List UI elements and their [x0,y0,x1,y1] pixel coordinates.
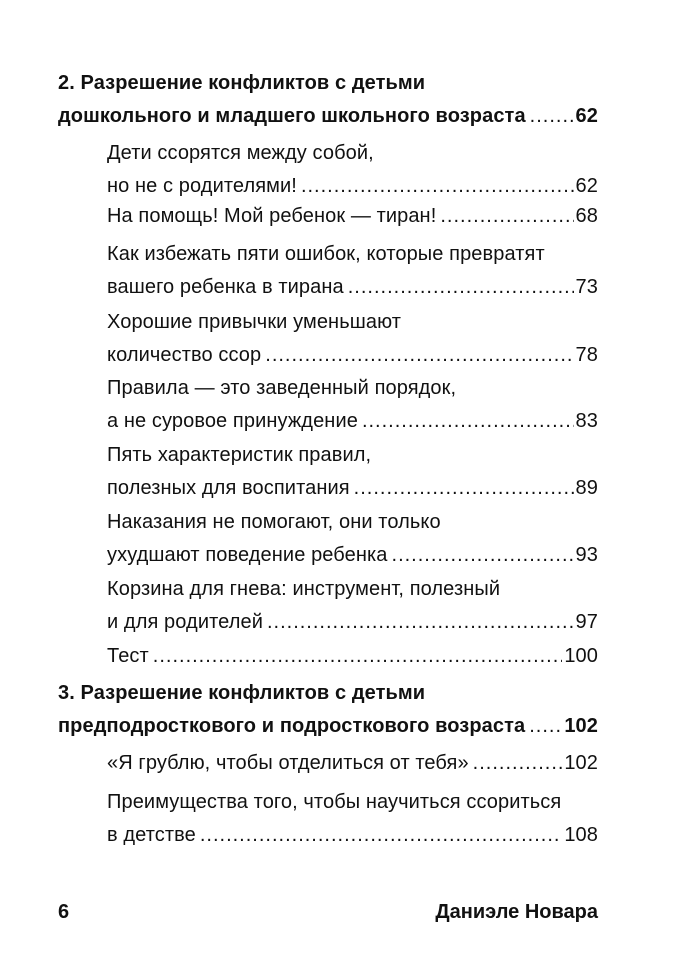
toc-entry-leader-line [58,710,598,743]
toc-page-number: 68 [575,205,598,227]
toc-entry-title-line: Дети ссорятся между собой, [107,142,374,164]
toc-entry-title-end: дошкольного и младшего школьного возраста [58,105,526,127]
toc-entry-title-line: Правила — это заведенный порядок, [107,377,457,399]
toc-entry[interactable] [107,200,598,233]
toc-entry-title-line: Хорошие привычки уменьшают [107,311,402,333]
toc-entry-title-end: вашего ребенка в тирана [107,276,344,298]
toc-entry-title-end: ухудшают поведение ребенка [107,544,388,566]
toc-page-number: 78 [575,344,598,366]
toc-page-number: 62 [575,105,598,127]
toc-entry[interactable] [107,506,598,572]
toc-entry-title-end: Тест [107,645,149,667]
toc-page-number: 97 [575,611,598,633]
toc-page-number: 62 [575,175,598,197]
toc-entry[interactable] [107,306,598,372]
toc-page-number: 102 [564,715,598,737]
toc-entry-title-line: Корзина для гнева: инструмент, полезный [107,578,501,600]
dot-leader [530,100,574,133]
toc-entry-title-end: и для родителей [107,611,263,633]
toc-page-number: 83 [575,410,598,432]
toc-entry[interactable] [107,747,598,780]
toc-entry[interactable] [107,372,598,438]
toc-entry-leader-line [107,271,598,304]
toc-page-number: 89 [575,477,598,499]
toc-entry-title-end: предподросткового и подросткового возраста [58,715,526,737]
dot-leader [267,606,574,639]
dot-leader [440,200,573,233]
dot-leader [362,405,574,438]
toc-chapter-2[interactable] [58,67,598,133]
running-footer-author: Даниэле Новара [435,901,598,923]
toc-entry-leader-line [107,200,598,233]
toc-entry-title-end: а не суровое принуждение [107,410,358,432]
dot-leader [153,640,563,673]
dot-leader [354,472,574,505]
toc-page-number: 102 [564,752,598,774]
toc-entry-leader-line [107,640,598,673]
toc-entry-title-line: Пять характеристик правил, [107,444,372,466]
toc-entry-title-end: полезных для воспитания [107,477,350,499]
dot-leader [392,539,574,572]
dot-leader [265,339,573,372]
toc-entry[interactable] [107,573,598,639]
toc-page-number: 73 [575,276,598,298]
toc-page-number: 93 [575,544,598,566]
toc-entry-leader-line [58,100,598,133]
toc-page-number: 100 [564,645,598,667]
toc-entry-title-end: в детстве [107,824,196,846]
toc-chapter-3[interactable] [58,677,598,743]
toc-entry[interactable] [107,137,598,203]
toc-page-number: 108 [564,824,598,846]
toc-entry-leader-line [107,170,598,203]
toc-entry-title-end: «Я грублю, чтобы отделиться от тебя» [107,752,469,774]
toc-entry-leader-line [107,606,598,639]
toc-entry-title-end: количество ссор [107,344,262,366]
toc-entry-leader-line [107,405,598,438]
toc-entry[interactable] [107,238,598,304]
toc-entry-leader-line [107,819,598,852]
toc-entry-leader-line [107,747,598,780]
toc-entry-title-line: Преимущества того, чтобы научиться ссориться [107,791,562,813]
dot-leader [301,170,574,203]
toc-entry[interactable] [107,640,598,673]
toc-entry-leader-line [107,539,598,572]
dot-leader [200,819,562,852]
toc-entry-title-end: но не с родителями! [107,175,297,197]
toc-entry[interactable] [107,439,598,505]
toc-entry-leader-line [107,472,598,505]
dot-leader [529,710,562,743]
dot-leader [348,271,574,304]
toc-entry-title-line: Как избежать пяти ошибок, которые превратят [107,243,545,265]
page-number: 6 [58,901,70,923]
toc-entry-title-end: На помощь! Мой ребенок — тиран! [107,205,437,227]
toc-entry-leader-line [107,339,598,372]
toc-entry-title-line: Наказания не помогают, они только [107,511,441,533]
dot-leader [473,747,563,780]
toc-entry-title-line: 2. Разрешение конфликтов с детьми [58,72,426,94]
toc-entry[interactable] [107,786,598,852]
toc-entry-title-line: 3. Разрешение конфликтов с детьми [58,682,426,704]
